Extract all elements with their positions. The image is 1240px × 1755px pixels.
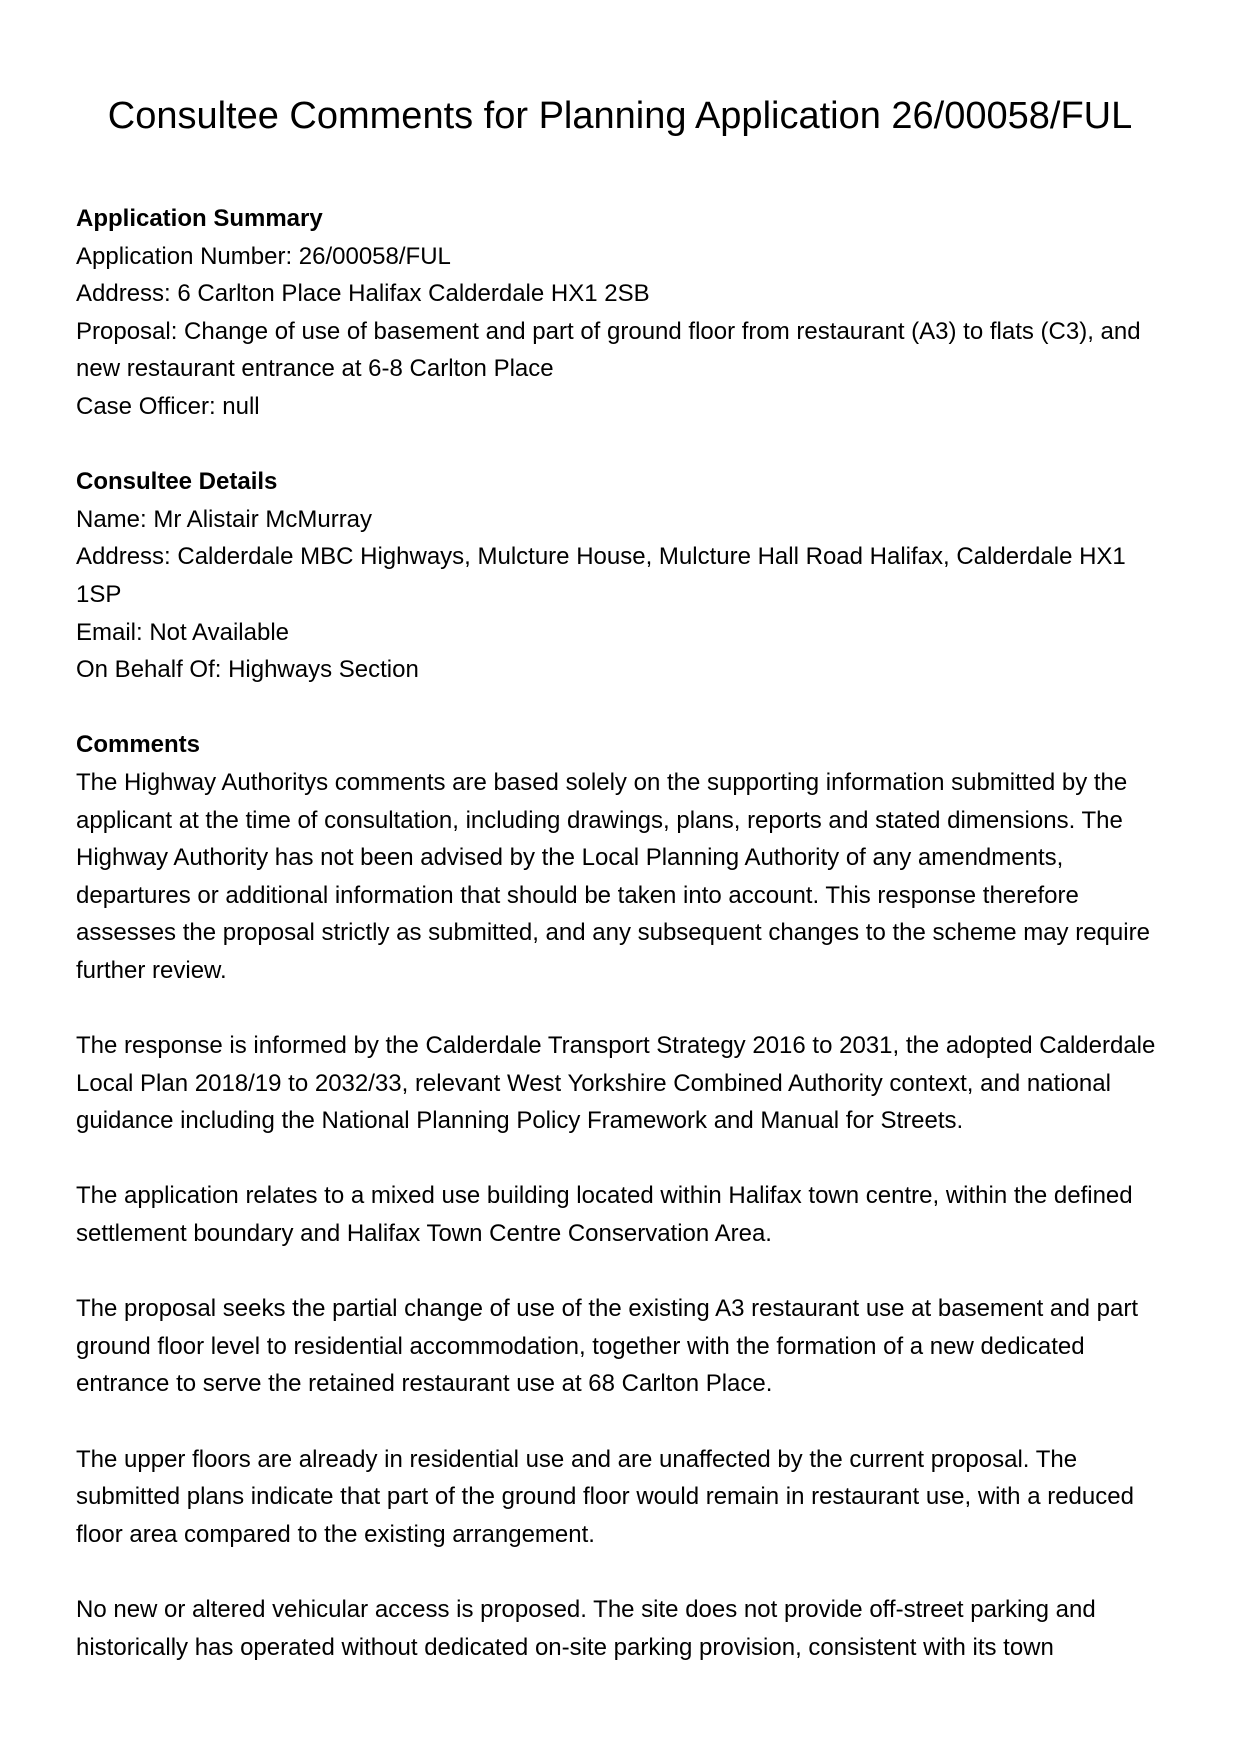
consultee-details-heading: Consultee Details [76,468,278,496]
case-officer: Case Officer: null [76,392,260,420]
comment-paragraph: The response is informed by the Calderdale Transport Strategy 2016 to 2031, the adopted Calderdale Local Plan 2018/19 to 2032/33, relevant West Yorkshire Combined Authority context, and national guidance including the National Planning Policy Framework and Manual for Streets. [76,1032,1156,1135]
comment-paragraph: The Highway Authoritys comments are based solely on the supporting information submitted by the applicant at the time of consultation, including drawings, plans, reports and stated dimensions. The Highway Authority has not been advised by the Local Planning Authority of any amendments, departures or additional information that should be taken into account. This response therefore assesses the proposal strictly as submitted, and any subsequent changes to the scheme may require further review. [76,768,1150,984]
page-title: Consultee Comments for Planning Application 26/00058/FUL [107,95,1133,137]
consultee-details-section [76,463,1176,689]
document-body [76,200,1176,1704]
comments-heading: Comments [76,731,201,759]
application-summary-heading: Application Summary [76,205,323,232]
application-proposal: Proposal: Change of use of basement and part of ground floor from restaurant (A3) to flats (C3), and new restaurant entrance at 6-8 Carlton Place [76,317,1141,383]
consultee-address: Address: Calderdale MBC Highways, Mulcture House, Mulcture Hall Road Halifax, Calderdale HX1 1SP [76,543,1126,608]
comments-section [76,726,1176,1666]
consultee-on-behalf-of: On Behalf Of: Highways Section [76,656,419,684]
comment-paragraph: The application relates to a mixed use building located within Halifax town centre, within the defined settlement boundary and Halifax Town Centre Conservation Area. [76,1182,1133,1248]
comment-paragraph: The proposal seeks the partial change of use of the existing A3 restaurant use at basement and part ground floor level to residential accommodation, together with the formation of a new dedicated entrance to serve the retained restaurant use at 68 Carlton Place. [76,1295,1138,1398]
application-address: Address: 6 Carlton Place Halifax Calderdale HX1 2SB [76,280,650,308]
application-number: Application Number: 26/00058/FUL [76,242,451,270]
consultee-email: Email: Not Available [76,618,289,646]
comment-paragraph: No new or altered vehicular access is proposed. The site does not provide off-street parking and historically has operated without dedicated on-site parking provision, consistent with its town [76,1595,1096,1661]
application-summary-section [76,200,1176,426]
consultee-name: Name: Mr Alistair McMurray [76,505,373,533]
comment-paragraph: The upper floors are already in residential use and are unaffected by the current proposal. The submitted plans indicate that part of the ground floor would remain in restaurant use, with a reduced floor area compared to the existing arrangement. [76,1445,1134,1548]
